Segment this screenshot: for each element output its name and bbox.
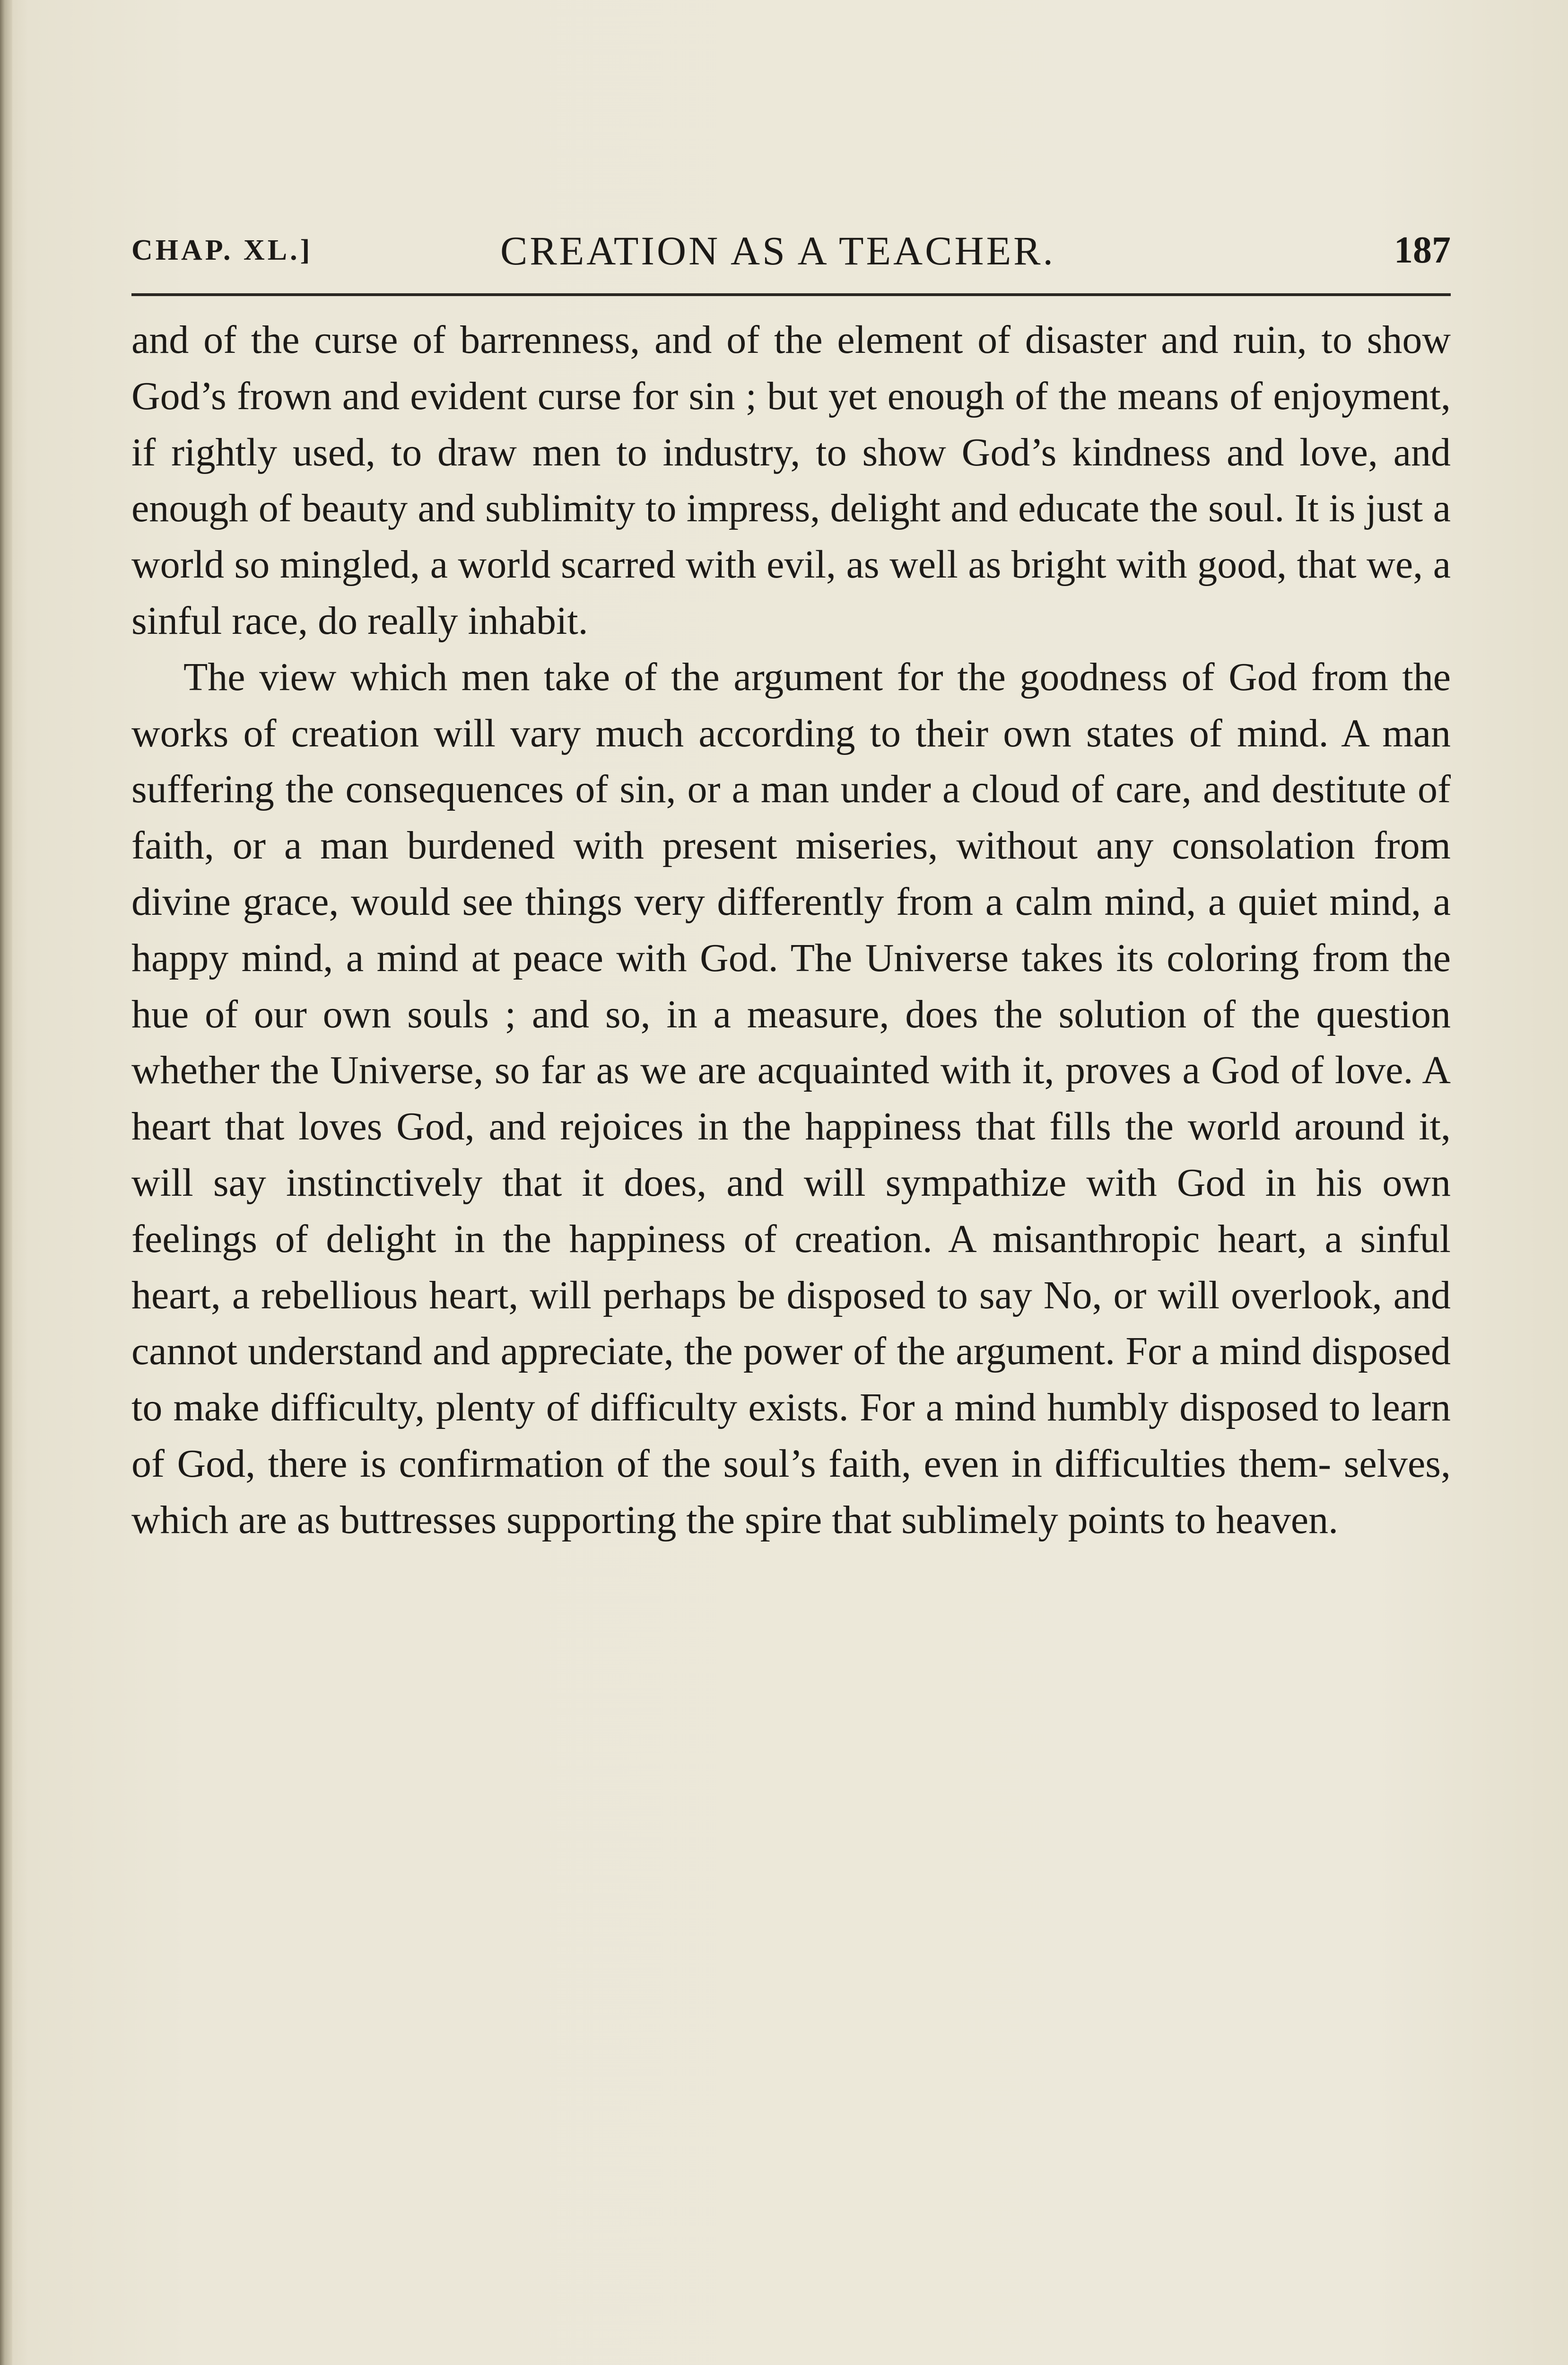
page-spine-edge bbox=[0, 0, 12, 2365]
running-head bbox=[131, 227, 1451, 279]
paragraph-continued: and of the curse of barrenness, and of the element of disaster and ruin, to show God’s frown and evident curse for sin ; but yet enough of the means of enjoyment, if rightly used, to draw men to industry, to show God’s kindness and love, and enough of beauty and sublimity to impress, delight and educate the soul. It is just a world so mingled, a world scarred with evil, as well as bright with good, that we, a sinful race, do really inhabit. bbox=[131, 318, 1451, 643]
running-title: CREATION AS A TEACHER. bbox=[500, 228, 1055, 273]
page-number: 187 bbox=[1394, 229, 1451, 271]
header-rule bbox=[131, 293, 1451, 296]
paragraph: The view which men take of the argument for the goodness of God from the works of creation will vary much according to their own states of mind. A man suffering the consequences of sin, or a man under a cloud of care, and destitute of faith, or a man burdened with present miseries, without any consolation from divine grace, would see things very differently from a calm mind, a quiet mind, a happy mind, a mind at peace with God. The Universe takes its coloring from the hue of our own souls ; and so, in a measure, does the solution of the question whether the Universe, so far as we are acquainted with it, proves a God of love. A heart that loves God, and rejoices in the happiness that fills the world around it, will say instinctively that it does, and will sympathize with God in his own feelings of delight in the happiness of creation. A misanthropic heart, a sinful heart, a rebellious heart, will perhaps be disposed to say No, or will overlook, and cannot understand and appreciate, the power of the argument. For a mind disposed to make difficulty, plenty of difficulty exists. For a mind humbly disposed to learn of God, there is confirmation of the soul’s faith, even in difficulties them- selves, which are as buttresses supporting the spire that sublimely points to heaven. bbox=[131, 655, 1451, 1542]
chapter-label: CHAP. XL.] bbox=[131, 234, 313, 266]
body-text bbox=[131, 312, 1451, 1549]
